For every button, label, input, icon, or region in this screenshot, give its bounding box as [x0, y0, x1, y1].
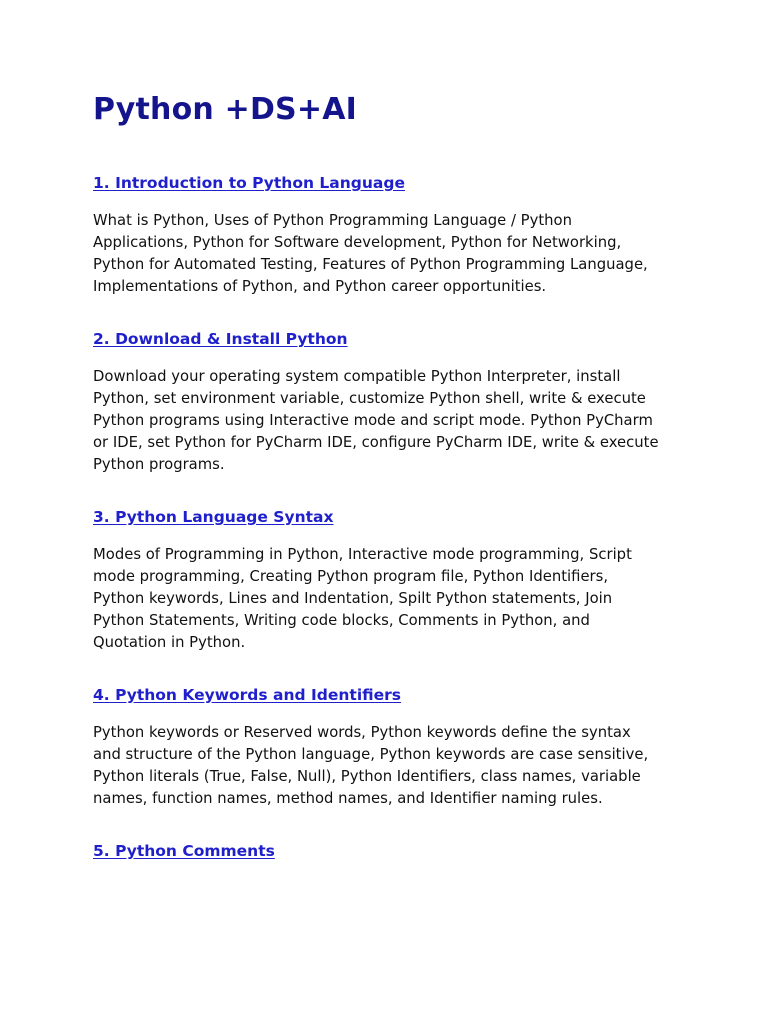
- body-line: Python, set environment variable, customize Python shell, write & execute: [93, 390, 646, 407]
- section-body-keywords-identifiers: [93, 722, 683, 810]
- body-line: Python literals (True, False, Null), Python Identifiers, class names, variable: [93, 768, 641, 785]
- body-line: and structure of the Python language, Python keywords are case sensitive,: [93, 746, 649, 763]
- section-link-language-syntax[interactable]: 3. Python Language Syntax: [93, 508, 334, 526]
- section-link-introduction[interactable]: 1. Introduction to Python Language: [93, 174, 405, 192]
- section-language-syntax: [93, 506, 683, 654]
- body-line: Python keywords or Reserved words, Python keywords define the syntax: [93, 724, 631, 741]
- section-body-introduction: [93, 210, 683, 298]
- section-introduction: [93, 172, 683, 298]
- body-line: Python keywords, Lines and Indentation, Spilt Python statements, Join: [93, 590, 613, 607]
- body-line: Implementations of Python, and Python career opportunities.: [93, 278, 547, 295]
- section-body-download-install: [93, 366, 683, 476]
- body-line: or IDE, set Python for PyCharm IDE, configure PyCharm IDE, write & execute: [93, 434, 659, 451]
- body-line: mode programming, Creating Python program file, Python Identifiers,: [93, 568, 609, 585]
- section-link-comments[interactable]: 5. Python Comments: [93, 842, 275, 860]
- body-line: Python for Automated Testing, Features of Python Programming Language,: [93, 256, 648, 273]
- body-line: names, function names, method names, and Identifier naming rules.: [93, 790, 603, 807]
- document-page: [93, 90, 683, 862]
- section-download-install: [93, 328, 683, 476]
- section-link-keywords-identifiers[interactable]: 4. Python Keywords and Identifiers: [93, 686, 402, 704]
- body-line: Modes of Programming in Python, Interactive mode programming, Script: [93, 546, 632, 563]
- section-link-download-install[interactable]: 2. Download & Install Python: [93, 330, 348, 348]
- section-keywords-identifiers: [93, 684, 683, 810]
- body-line: Python programs.: [93, 456, 225, 473]
- body-line: Download your operating system compatible Python Interpreter, install: [93, 368, 621, 385]
- body-line: Quotation in Python.: [93, 634, 246, 651]
- body-line: Python Statements, Writing code blocks, Comments in Python, and: [93, 612, 590, 629]
- section-body-language-syntax: [93, 544, 683, 654]
- body-line: Python programs using Interactive mode and script mode. Python PyCharm: [93, 412, 653, 429]
- body-line: What is Python, Uses of Python Programming Language / Python: [93, 212, 572, 229]
- section-comments: [93, 840, 683, 862]
- body-line: Applications, Python for Software development, Python for Networking,: [93, 234, 622, 251]
- document-title: Python +DS+AI: [93, 92, 357, 127]
